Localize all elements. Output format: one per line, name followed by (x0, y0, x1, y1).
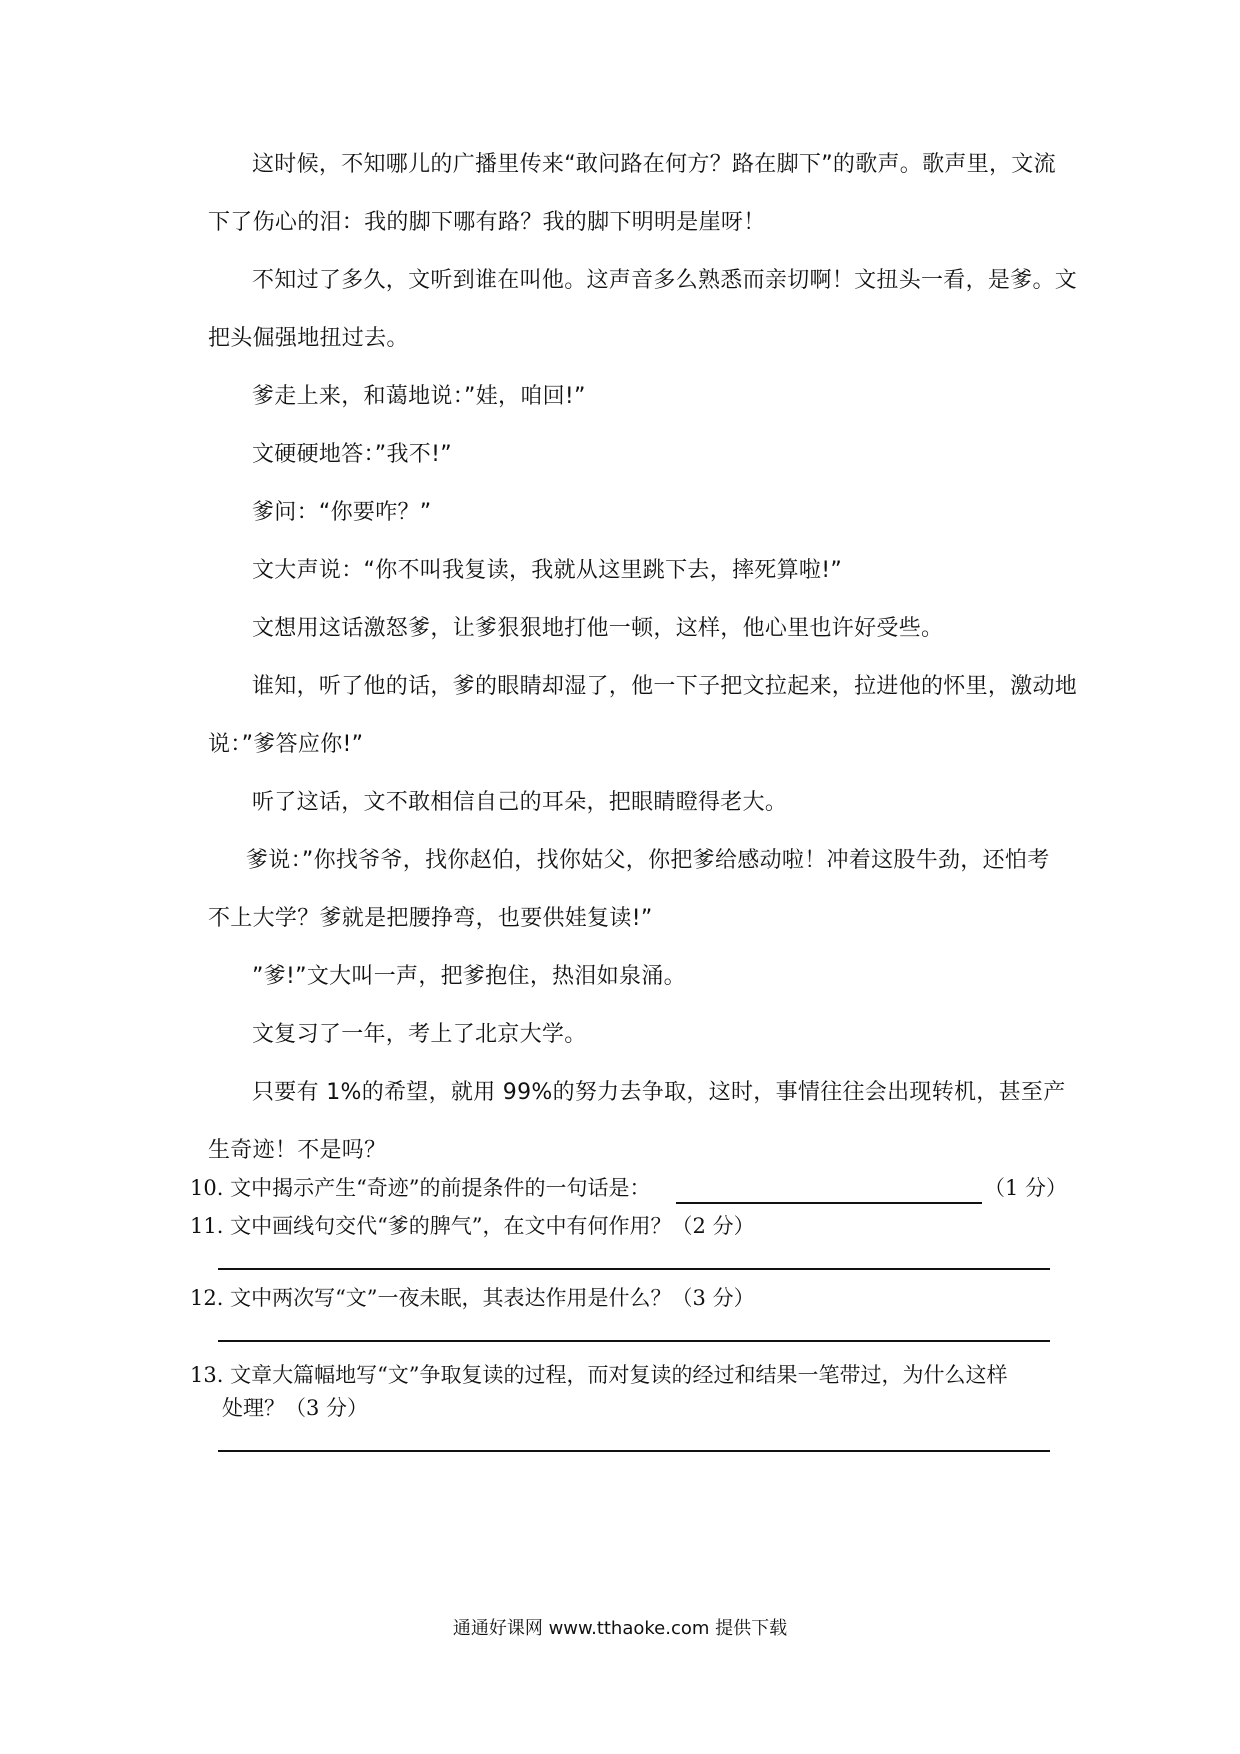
passage-line-15: ”爹!”文大叫一声，把爹抱住，热泪如泉涌。 (252, 964, 686, 989)
passage-line-18: 生奇迹！不是吗？ (208, 1138, 387, 1163)
passage-line-1: 这时候，不知哪儿的广播里传来“敢问路在何方？路在脚下”的歌声。歌声里，文流 (252, 152, 1056, 177)
passage-line-11: 说：”爹答应你!” (208, 732, 364, 757)
passage-line-3: 不知过了多久，文听到谁在叫他。这声音多么熟悉而亲切啊！文扭头一看，是爹。文 (252, 268, 1078, 293)
page-footer: 通通好课网 www.tthaoke.com 提供下载 (452, 1618, 788, 1639)
passage-line-8: 文大声说：“你不叫我复读，我就从这里跳下去，摔死算啦!” (252, 558, 843, 583)
passage-line-9: 文想用这话激怒爹，让爹狠狠地打他一顿，这样，他心里也许好受些。 (252, 616, 944, 641)
question-11-answer-line[interactable] (218, 1268, 1050, 1270)
passage-line-13: 爹说：”你找爷爷，找你赵伯，找你姑父，你把爹给感动啦！冲着这股牛劲，还怕考 (246, 848, 1050, 873)
passage-line-16: 文复习了一年，考上了北京大学。 (252, 1022, 587, 1047)
passage-line-7: 爹问：“你要咋？” (252, 500, 432, 525)
passage-line-12: 听了这话，文不敢相信自己的耳朵，把眼睛瞪得老大。 (252, 790, 788, 815)
passage-line-14: 不上大学？爹就是把腰挣弯，也要供娃复读!” (208, 906, 653, 931)
question-13-text-line-1: 13. 文章大篇幅地写“文”争取复读的过程，而对复读的经过和结果一笔带过，为什么这样 (190, 1363, 1008, 1387)
passage-line-4: 把头倔强地扭过去。 (208, 326, 409, 351)
question-10-text: 10. 文中揭示产生“奇迹”的前提条件的一句话是： (190, 1176, 651, 1200)
passage-line-5: 爹走上来，和蔼地说：”娃，咱回!” (252, 384, 586, 409)
passage-line-2: 下了伤心的泪：我的脚下哪有路？我的脚下明明是崖呀！ (208, 210, 766, 235)
question-11-text: 11. 文中画线句交代“爹的脾气”，在文中有何作用？（2 分） (190, 1214, 755, 1238)
passage-line-6: 文硬硬地答：”我不!” (252, 442, 452, 467)
question-12-text: 12. 文中两次写“文”一夜未眠，其表达作用是什么？（3 分） (190, 1286, 755, 1310)
passage-line-17: 只要有 1%的希望，就用 99%的努力去争取，这时，事情往往会出现转机，甚至产 (252, 1080, 1066, 1105)
question-13-text-line-2: 处理？（3 分） (222, 1396, 369, 1420)
question-10-score: （1 分） (984, 1176, 1068, 1200)
passage-line-10: 谁知，听了他的话，爹的眼睛却湿了，他一下子把文拉起来，拉进他的怀里，激动地 (252, 674, 1078, 699)
question-13-answer-line[interactable] (218, 1450, 1050, 1452)
question-10-answer-blank[interactable] (676, 1202, 982, 1204)
question-12-answer-line[interactable] (218, 1340, 1050, 1342)
